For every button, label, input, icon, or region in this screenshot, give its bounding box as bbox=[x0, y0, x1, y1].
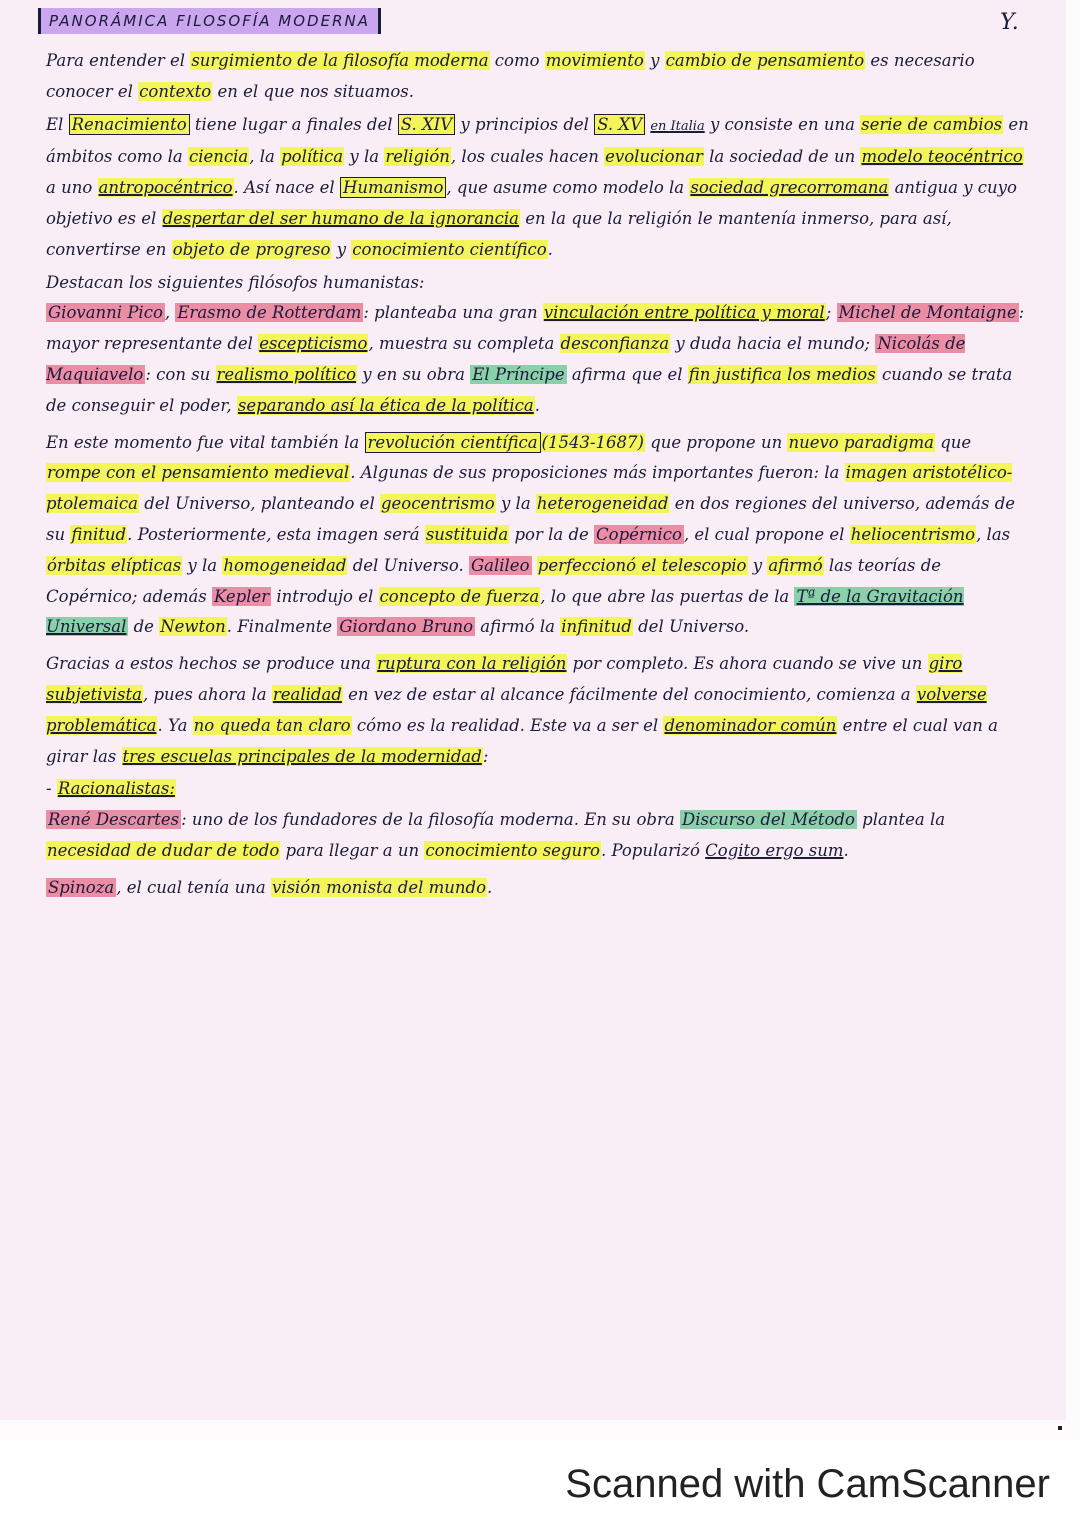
highlight: antropocéntrico bbox=[98, 178, 233, 198]
highlight: contexto bbox=[139, 81, 212, 101]
text: del Universo. bbox=[347, 555, 469, 575]
highlight: fin justifica los medios bbox=[688, 364, 876, 384]
text: Para entender el bbox=[46, 51, 191, 70]
text: , el cual tenía una bbox=[116, 877, 271, 897]
boxed-term: Humanismo bbox=[340, 177, 446, 198]
text: en ámbitos como la bbox=[46, 114, 1029, 167]
text: es necesario conocer el bbox=[46, 51, 975, 101]
theory-title: Tª de la Gravitación Universal bbox=[46, 586, 964, 637]
text: y bbox=[331, 239, 352, 259]
highlight: escepticismo bbox=[259, 334, 368, 354]
philosopher-name: Erasmo de Rotterdam bbox=[177, 303, 362, 323]
highlight: geocentrismo bbox=[380, 494, 495, 514]
text: , que asume como modelo la bbox=[446, 178, 690, 198]
text: , la bbox=[249, 147, 281, 167]
highlight: perfeccionó el telescopio bbox=[537, 555, 747, 575]
highlight: órbitas elípticas bbox=[47, 555, 182, 575]
highlight: serie de cambios bbox=[861, 114, 1003, 134]
text bbox=[532, 556, 537, 575]
highlight: conocimiento seguro bbox=[425, 840, 600, 860]
text: cuando se trata de conseguir el poder, bbox=[46, 364, 1013, 415]
text: . Popularizó bbox=[600, 840, 706, 860]
text: antigua y cuyo objetivo es el bbox=[46, 178, 1017, 228]
highlight: heterogeneidad bbox=[536, 494, 669, 514]
highlight: imagen aristotélico-ptolemaica bbox=[46, 463, 1013, 514]
text: en el que nos situamos. bbox=[212, 81, 415, 101]
text: . bbox=[843, 840, 849, 860]
margin-note: en Italia bbox=[650, 118, 705, 134]
text: como bbox=[489, 51, 545, 70]
text: cómo es la realidad. Este va a ser el bbox=[351, 715, 664, 735]
highlight: ciencia bbox=[188, 147, 249, 167]
text: en vez de estar al alcance fácilmente del conocimiento, comienza a bbox=[342, 684, 916, 704]
text: En este momento fue vital también la bbox=[46, 432, 365, 452]
text: por completo. Es ahora cuando se vive un bbox=[567, 654, 928, 674]
section-label: Racionalistas: bbox=[57, 779, 175, 799]
highlight: infinitud bbox=[561, 617, 632, 637]
text: del Universo. bbox=[632, 617, 750, 637]
paragraph-ruptura bbox=[46, 649, 1031, 772]
highlight: necesidad de dudar de todo bbox=[47, 840, 280, 860]
text: Destacan los siguientes filósofos humanistas: bbox=[46, 272, 425, 292]
text: y consiste en una bbox=[704, 114, 861, 134]
corner-mark: Y. bbox=[1000, 10, 1019, 35]
highlight: concepto de fuerza bbox=[379, 586, 540, 606]
text: : planteaba una gran bbox=[363, 303, 543, 323]
text: y la bbox=[495, 494, 536, 514]
highlight: visión monista del mundo bbox=[271, 877, 487, 897]
highlight: volverse problemática bbox=[46, 684, 987, 735]
text: . Finalmente bbox=[226, 617, 338, 637]
philosopher-name: Nicolás de Maquiavelo bbox=[46, 334, 966, 384]
paragraph-humanistas bbox=[46, 268, 1031, 422]
paragraph-revolucion bbox=[46, 428, 1031, 644]
text: , las bbox=[976, 524, 1011, 544]
highlight: evolucionar bbox=[605, 147, 703, 167]
text: a uno bbox=[46, 178, 98, 198]
section-racionalistas: - Racionalistas: René Descartes : uno de los fundadores de la filosofía moderna. En su obra Discurso del Método plantea la necesidad de dudar de todo para llegar a un conocimiento seguro. Popularizó Cogito ergo sum. bbox=[46, 779, 946, 860]
page-title: PANORÁMICA FILOSOFÍA MODERNA bbox=[38, 8, 381, 34]
highlight: desconfianza bbox=[560, 334, 670, 354]
text: de bbox=[128, 617, 160, 637]
highlight: homogeneidad bbox=[223, 555, 347, 575]
text: por la de bbox=[509, 524, 595, 544]
text: plantea la bbox=[856, 810, 946, 830]
paragraph-spinoza bbox=[46, 873, 1031, 904]
text: . Posteriormente, esta imagen será bbox=[127, 524, 425, 544]
philosopher-name: Michel de Montaigne bbox=[838, 303, 1017, 323]
highlight: revolución científica bbox=[365, 432, 541, 453]
text: entre el cual van a girar las bbox=[46, 715, 998, 766]
highlight: afirmó bbox=[768, 555, 823, 575]
highlight: rompe con el pensamiento medieval bbox=[47, 463, 350, 483]
highlight: sociedad grecorromana bbox=[690, 178, 889, 198]
text: . bbox=[547, 239, 553, 259]
text: introdujo el bbox=[271, 586, 379, 606]
boxed-term: S. XIV bbox=[398, 114, 455, 135]
highlight: modelo teocéntrico bbox=[861, 147, 1023, 167]
text: en la que la religión le mantenía inmerso, para así, convertirse en bbox=[46, 208, 952, 259]
text: , bbox=[164, 303, 176, 323]
boxed-term: Renacimiento bbox=[69, 114, 190, 135]
philosopher-name: Giordano Bruno bbox=[339, 617, 474, 637]
page-dot bbox=[1058, 1426, 1062, 1430]
text: del Universo, planteando el bbox=[139, 494, 380, 514]
highlight: finitud bbox=[71, 524, 127, 544]
highlight: surgimiento de la filosofía moderna bbox=[191, 51, 489, 70]
paragraph-intro bbox=[46, 46, 1031, 108]
text: , muestra su completa bbox=[368, 334, 560, 354]
highlight: conocimiento científico bbox=[352, 239, 547, 259]
highlight: separando así la ética de la política bbox=[237, 395, 534, 415]
text: afirma que el bbox=[566, 364, 688, 384]
quote: Cogito ergo sum bbox=[705, 840, 844, 860]
paragraph-renacimiento bbox=[46, 110, 1031, 266]
text: y principios del bbox=[455, 114, 595, 134]
highlight: realidad bbox=[272, 684, 342, 704]
text: Gracias a estos hechos se produce una bbox=[46, 654, 377, 674]
highlight: tres escuelas principales de la modernidad bbox=[122, 746, 482, 766]
text: las teorías de Copérnico; además bbox=[46, 555, 942, 606]
highlight: movimiento bbox=[545, 51, 644, 70]
highlight: cambio de pensamiento bbox=[665, 51, 865, 70]
highlight: política bbox=[281, 147, 344, 167]
philosopher-name: Kepler bbox=[214, 586, 270, 606]
highlight: religión bbox=[385, 147, 450, 167]
text: , lo que abre las puertas de la bbox=[540, 586, 795, 606]
text: : con su bbox=[145, 364, 216, 384]
text: , los cuales hacen bbox=[450, 147, 605, 167]
work-title: El Príncipe bbox=[472, 364, 565, 384]
text: , el cual propone el bbox=[683, 524, 850, 544]
notes-body bbox=[46, 46, 1031, 906]
philosopher-name: Copérnico bbox=[596, 524, 682, 544]
text: . bbox=[487, 877, 493, 897]
highlight: sustituida bbox=[425, 524, 509, 544]
text: El bbox=[46, 114, 69, 134]
text: en dos regiones del universo, además de su bbox=[46, 494, 1016, 544]
text: . Así nace el bbox=[233, 178, 340, 198]
text: : bbox=[482, 746, 489, 766]
highlight: no queda tan claro bbox=[193, 715, 351, 735]
scanner-watermark: Scanned with CamScanner bbox=[565, 1462, 1050, 1506]
highlight: realismo político bbox=[216, 364, 357, 384]
text: y bbox=[747, 555, 768, 575]
text: tiene lugar a finales del bbox=[189, 114, 398, 134]
highlight: heliocentrismo bbox=[850, 524, 976, 544]
highlight: (1543-1687) bbox=[541, 432, 644, 452]
text: . bbox=[534, 395, 541, 415]
highlight: despertar del ser humano de la ignorancia bbox=[162, 208, 519, 228]
text: que bbox=[934, 432, 972, 452]
text: : mayor representante del bbox=[46, 303, 1025, 354]
text: y la bbox=[344, 147, 385, 167]
text: la sociedad de un bbox=[703, 147, 861, 167]
text: y duda hacia el mundo; bbox=[670, 334, 876, 354]
highlight: vinculación entre política y moral bbox=[543, 303, 825, 323]
text: y la bbox=[182, 555, 223, 575]
text: que propone un bbox=[644, 432, 788, 452]
highlight: giro subjetivista bbox=[46, 654, 963, 704]
philosopher-name: René Descartes bbox=[48, 810, 180, 830]
philosopher-name: Giovanni Pico bbox=[48, 303, 163, 323]
text: , pues ahora la bbox=[142, 684, 272, 704]
text: y en su obra bbox=[357, 364, 471, 384]
highlight: ruptura con la religión bbox=[377, 654, 567, 674]
text: afirmó la bbox=[475, 617, 561, 637]
highlight: Newton bbox=[160, 617, 226, 637]
text: : uno de los fundadores de la filosofía moderna. En su obra bbox=[181, 810, 680, 830]
text: para llegar a un bbox=[280, 840, 425, 860]
highlight: objeto de progreso bbox=[172, 239, 331, 259]
text: y bbox=[644, 51, 665, 70]
work-title: Discurso del Método bbox=[681, 810, 855, 830]
text: ; bbox=[825, 303, 837, 323]
highlight: denominador común bbox=[664, 715, 837, 735]
highlight: nuevo paradigma bbox=[788, 432, 934, 452]
philosopher-name: Galileo bbox=[470, 555, 530, 575]
text: . Algunas de sus proposiciones más importantes fueron: la bbox=[350, 463, 845, 483]
philosopher-name: Spinoza bbox=[48, 877, 115, 897]
boxed-term: S. XV bbox=[594, 114, 645, 135]
text: . Ya bbox=[157, 715, 193, 735]
